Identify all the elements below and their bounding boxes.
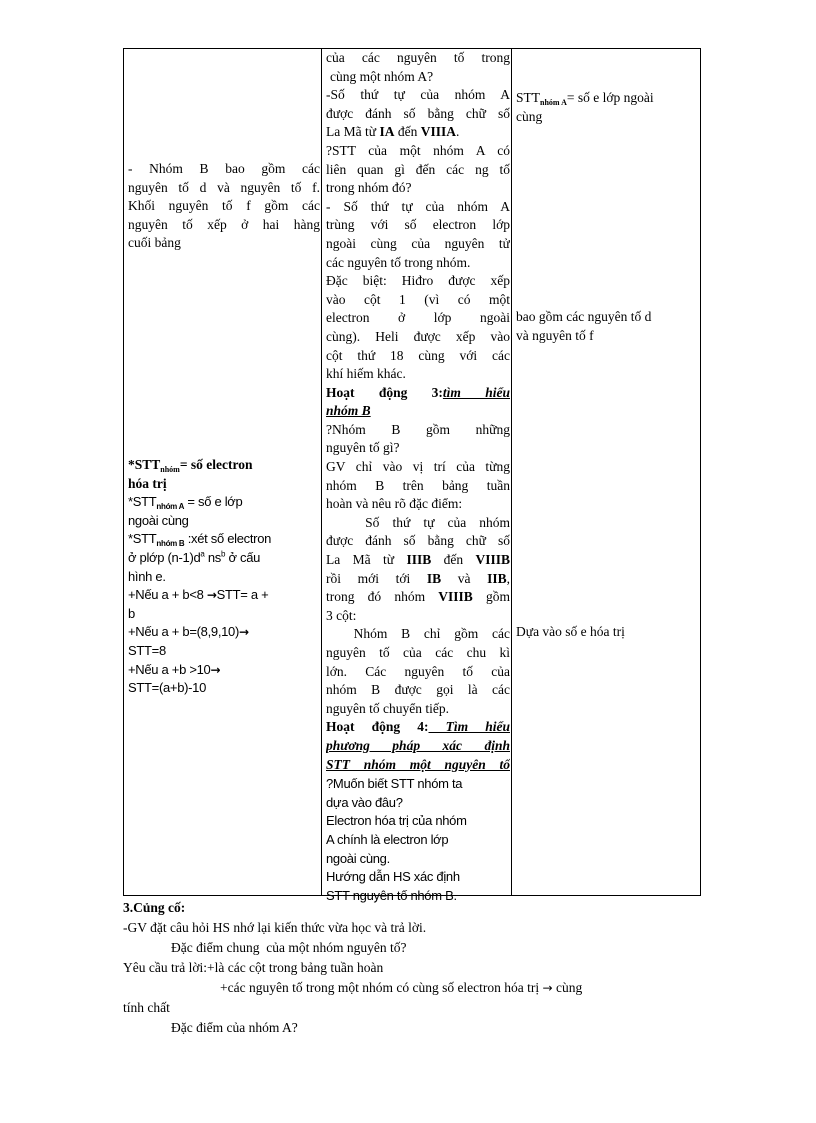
answer-group-a bbox=[516, 89, 698, 126]
text-line: Electron hóa trị của nhóm bbox=[326, 813, 467, 829]
text-line: vào cột 1 (vì có một bbox=[326, 291, 510, 307]
text-line: cuối bảng bbox=[128, 235, 181, 251]
consolidation-section bbox=[123, 898, 703, 1038]
arrow-right-icon: → bbox=[206, 588, 217, 603]
text-line: dựa vào đâu? bbox=[326, 794, 403, 810]
section-heading: 3.Củng cố: bbox=[123, 900, 186, 915]
answer-valence bbox=[516, 623, 698, 642]
text-line: hóa trị bbox=[128, 475, 167, 491]
text-line: cùng). Heli được xếp vào bbox=[326, 328, 510, 344]
text-line: và nguyên tố f bbox=[516, 327, 594, 343]
text-line: Dựa vào số e hóa trị bbox=[516, 624, 625, 639]
text-line: nguyên tố gì? bbox=[326, 440, 400, 456]
text-line: cùng một nhóm A? bbox=[330, 68, 434, 84]
text-line: được đánh số bằng chữ số bbox=[326, 105, 510, 121]
text-line: nguyên tố chuyển tiếp. bbox=[326, 700, 449, 716]
teacher-activity-column bbox=[326, 49, 510, 905]
text-line: - Số thứ tự của nhóm A bbox=[326, 198, 510, 214]
text-line: ở plớp $(n-1)d^a$ $ns^b$ ở cấu bbox=[128, 549, 261, 565]
arrow-right-icon: → bbox=[542, 981, 553, 995]
text-line: trong nhóm đó? bbox=[326, 180, 412, 196]
activity-4-heading: Hoạt động 4: Tìm hiểu bbox=[326, 719, 510, 735]
text-line: - Nhóm B bao gồm các bbox=[128, 161, 320, 176]
text-line: Yêu cầu trả lời:+là các cột trong bảng tuần hoàn bbox=[123, 960, 384, 975]
text-line: được đánh số bằng chữ số bbox=[326, 533, 510, 549]
text-line: STT=(a+b)-10 bbox=[128, 680, 207, 696]
content-stt-rules bbox=[128, 456, 320, 698]
text-line: La Mã từ IIIB đến VIIIB bbox=[326, 552, 510, 568]
text-line: nguyên tố của các chu kì bbox=[326, 645, 510, 660]
text-line: STT=8 bbox=[128, 642, 166, 658]
text-line: STT nhóm một nguyên tố bbox=[326, 756, 510, 772]
text-line: nhóm B được gọi là các bbox=[326, 682, 510, 698]
text-line: $*STT_{nhóm}=$ số electron bbox=[128, 457, 253, 474]
text-line: b bbox=[128, 605, 135, 621]
text-line: của các nguyên tố trong bbox=[326, 50, 510, 65]
text-line: Đặc điểm của nhóm A? bbox=[171, 1020, 298, 1035]
text-line: bao gồm các nguyên tố d bbox=[516, 309, 652, 324]
text-line: Hướng dẫn HS xác định bbox=[326, 869, 460, 885]
text-line: rồi mới tới IB và IIB, bbox=[326, 570, 510, 586]
text-line: liên quan gì đến các ng tố bbox=[326, 161, 510, 177]
text-line: Nhóm B chỉ gồm các bbox=[326, 626, 510, 642]
text-line: ngoài cùng bbox=[128, 512, 189, 528]
text-line: khí hiếm khác. bbox=[326, 366, 406, 382]
text-line: ngoài cùng. bbox=[326, 850, 390, 866]
text-line: hình e. bbox=[128, 568, 166, 584]
text-line: Khối nguyên tố f gồm các bbox=[128, 198, 320, 214]
text-line: $*STT_{nhóm B}$ :xét số electron bbox=[128, 531, 272, 549]
text-line: nhóm B bbox=[326, 403, 371, 419]
text-line: ?Nhóm B gồm những bbox=[326, 421, 510, 437]
arrow-right-icon: → bbox=[210, 662, 221, 677]
text-line: Đặc biệt: Hiđro được xếp bbox=[326, 273, 510, 289]
text-line: Đặc điểm chung của một nhóm nguyên tố? bbox=[171, 940, 407, 955]
column-divider-2 bbox=[511, 49, 512, 895]
text-line: La Mã từ IA đến VIIIA. bbox=[326, 124, 460, 140]
text-line: các nguyên tố trong nhóm. bbox=[326, 254, 471, 270]
text-line: GV chỉ vào vị trí của từng bbox=[326, 459, 510, 475]
text-line: Số thứ tự của nhóm bbox=[326, 514, 510, 530]
text-line: +Nếu a +b >10→ bbox=[128, 661, 221, 677]
text-line: ngoài cùng của nguyên tử bbox=[326, 235, 510, 251]
text-line: nhóm B trên bảng tuần bbox=[326, 477, 510, 493]
text-line: trùng với số electron lớp bbox=[326, 217, 510, 233]
text-line: +Nếu a + b<8 →STT= a + bbox=[128, 587, 269, 603]
text-line: ?Muốn biết STT nhóm ta bbox=[326, 776, 463, 792]
text-line: tính chất bbox=[123, 1000, 170, 1015]
activity-3-heading: Hoạt động 3:tìm hiểu bbox=[326, 384, 510, 400]
text-line: nguyên tố xếp ở hai hàng bbox=[128, 216, 320, 232]
text-line: 3 cột: bbox=[326, 607, 357, 623]
text-line: hoàn và nêu rõ đặc điểm: bbox=[326, 496, 463, 512]
text-line: phương pháp xác định bbox=[326, 737, 510, 753]
content-group-b bbox=[128, 160, 320, 253]
lesson-table bbox=[123, 48, 701, 903]
text-line: cột thứ 18 cùng với các bbox=[326, 347, 510, 363]
text-line: STT nguyên tố nhóm B. bbox=[326, 887, 457, 903]
text-line: -Số thứ tự của nhóm A bbox=[326, 87, 510, 103]
text-line: $*STT_{nhóm A}$ = số e lớp bbox=[128, 494, 243, 512]
text-line: trong đó nhóm VIIIB gồm bbox=[326, 589, 510, 605]
text-line: $STT_{nhóm A}=$ số e lớp ngoài bbox=[516, 90, 654, 107]
text-line: cùng bbox=[516, 108, 543, 124]
arrow-right-icon: → bbox=[239, 625, 249, 640]
text-line: +các nguyên tố trong một nhóm có cùng số electron hóa trị → cùng bbox=[220, 980, 583, 995]
text-line: A chính là electron lớp bbox=[326, 831, 449, 847]
text-line: electron ở lớp ngoài bbox=[326, 310, 510, 326]
column-divider-1 bbox=[321, 49, 322, 895]
text-line: +Nếu a + b=(8,9,10)→ bbox=[128, 624, 249, 640]
text-line: -GV đặt câu hỏi HS nhớ lại kiến thức vừa học và trả lời. bbox=[123, 920, 427, 935]
answer-group-b bbox=[516, 308, 698, 345]
text-line: nguyên tố d và nguyên tố f. bbox=[128, 179, 320, 195]
activity-4-body bbox=[326, 774, 510, 905]
text-line: lớn. Các nguyên tố của bbox=[326, 663, 510, 679]
text-line: ?STT của một nhóm A có bbox=[326, 142, 510, 158]
